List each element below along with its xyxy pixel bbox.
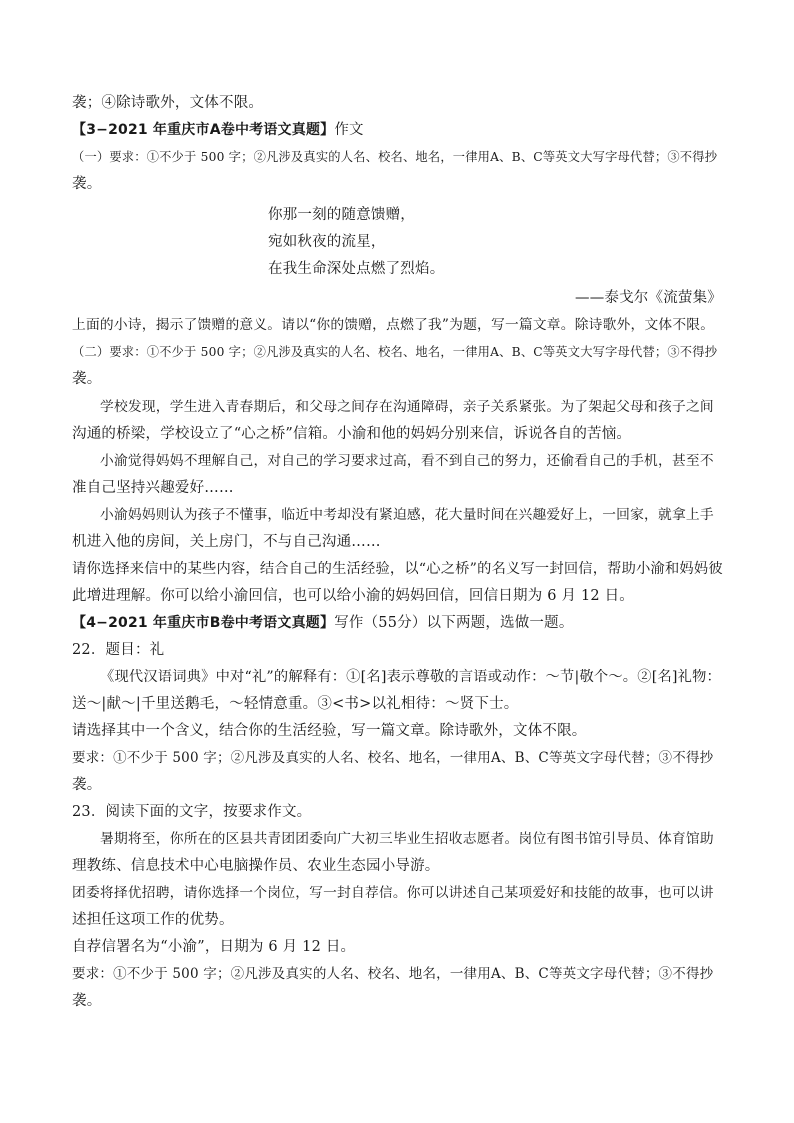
poem-attribution: ——泰戈尔《流萤集》 — [575, 290, 722, 306]
text-line: 袭；④除诗歌外，文体不限。 — [72, 95, 264, 111]
paragraph-line: 《现代汉语词典》中对“礼”的解释有：①[名]表示尊敬的言语或动作：～节|敬个～。②[名]礼物： — [100, 669, 722, 685]
poem-line: 在我生命深处点燃了烈焰。 — [268, 261, 445, 277]
heading-title: 【4−2021 年重庆市B卷中考语文真题】 — [72, 615, 335, 631]
heading-title: 【3−2021 年重庆市A卷中考语文真题】 — [72, 122, 335, 138]
text-line: 袭。 — [72, 993, 102, 1009]
paragraph-line: 小渝觉得妈妈不理解自己，对自己的学习要求过高，看不到自己的努力，还偷看自己的手机，甚至不 — [100, 453, 714, 469]
text-line: 袭。 — [72, 176, 102, 192]
heading-label: 写作（55分）以下两题，选做一题。 — [334, 615, 574, 631]
section-heading-4 — [72, 613, 574, 633]
paragraph-line: 准自己坚持兴趣爱好…… — [72, 480, 234, 496]
paragraph-line: 学校发现，学生进入青春期后，和父母之间存在沟通障碍，亲子关系紧张。为了架起父母和孩子之间 — [100, 399, 714, 415]
requirement-line: 要求：①不少于 500 字；②凡涉及真实的人名、校名、地名，一律用A、B、C等英文字母代替；③不得抄 — [72, 750, 714, 766]
question-23: 23．阅读下面的文字，按要求作文。 — [72, 804, 312, 820]
text-line: 上面的小诗，揭示了馈赠的意义。请以“你的馈赠，点燃了我”为题，写一篇文章。除诗歌外，文体不限。 — [72, 317, 715, 333]
section-heading-3 — [72, 120, 364, 140]
paragraph-line: 机进入他的房间，关上房门，不与自己沟通…… — [72, 534, 381, 550]
paragraph-line: 团委将择优招聘，请你选择一个岗位，写一封自荐信。你可以讲述自己某项爱好和技能的故事，也可以讲 — [72, 885, 714, 901]
question-22: 22．题目：礼 — [72, 642, 165, 658]
paragraph-line: 沟通的桥梁，学校设立了“心之桥”信箱。小渝和他的妈妈分别来信，诉说各自的苦恼。 — [72, 426, 632, 442]
paragraph-line: 述担任这项工作的优势。 — [72, 912, 234, 928]
heading-label: 作文 — [334, 122, 364, 138]
requirement-line: 要求：①不少于 500 字；②凡涉及真实的人名、校名、地名，一律用A、B、C等英文字母代替；③不得抄 — [72, 966, 714, 982]
paragraph-line: 此增进理解。你可以给小渝回信，也可以给小渝的妈妈回信，回信日期为 6 月 12 日。 — [72, 588, 635, 604]
paragraph-line: 自荐信署名为“小渝”，日期为 6 月 12 日。 — [72, 939, 356, 955]
requirement-line: （二）要求：①不少于 500 字；②凡涉及真实的人名、校名、地名，一律用A、B、C等英文大写字母代替；③不得抄 — [72, 345, 718, 359]
paragraph-line: 请选择其中一个含义，结合你的生活经验，写一篇文章。除诗歌外，文体不限。 — [72, 723, 587, 739]
poem-line: 你那一刻的随意馈赠， — [268, 207, 415, 223]
paragraph-line: 小渝妈妈则认为孩子不懂事，临近中考却没有紧迫感，花大量时间在兴趣爱好上，一回家，就拿上手 — [100, 507, 714, 523]
paragraph-line: 请你选择来信中的某些内容，结合自己的生活经验，以“心之桥”的名义写一封回信，帮助小渝和妈妈彼 — [72, 561, 723, 577]
text-line: 袭。 — [72, 371, 102, 387]
text-line: 袭。 — [72, 777, 102, 793]
paragraph-line: 送～|献～|千里送鹅毛，～轻情意重。③<书>以礼相待：～贤下士。 — [72, 696, 519, 712]
poem-line: 宛如秋夜的流星， — [268, 234, 386, 250]
paragraph-line: 暑期将至，你所在的区县共青团团委向广大初三毕业生招收志愿者。岗位有图书馆引导员、体育馆助 — [100, 831, 714, 847]
requirement-line: （一）要求：①不少于 500 字；②凡涉及真实的人名、校名、地名，一律用A、B、C等英文大写字母代替；③不得抄 — [72, 150, 718, 164]
paragraph-line: 理教练、信息技术中心电脑操作员、农业生态园小导游。 — [72, 858, 440, 874]
